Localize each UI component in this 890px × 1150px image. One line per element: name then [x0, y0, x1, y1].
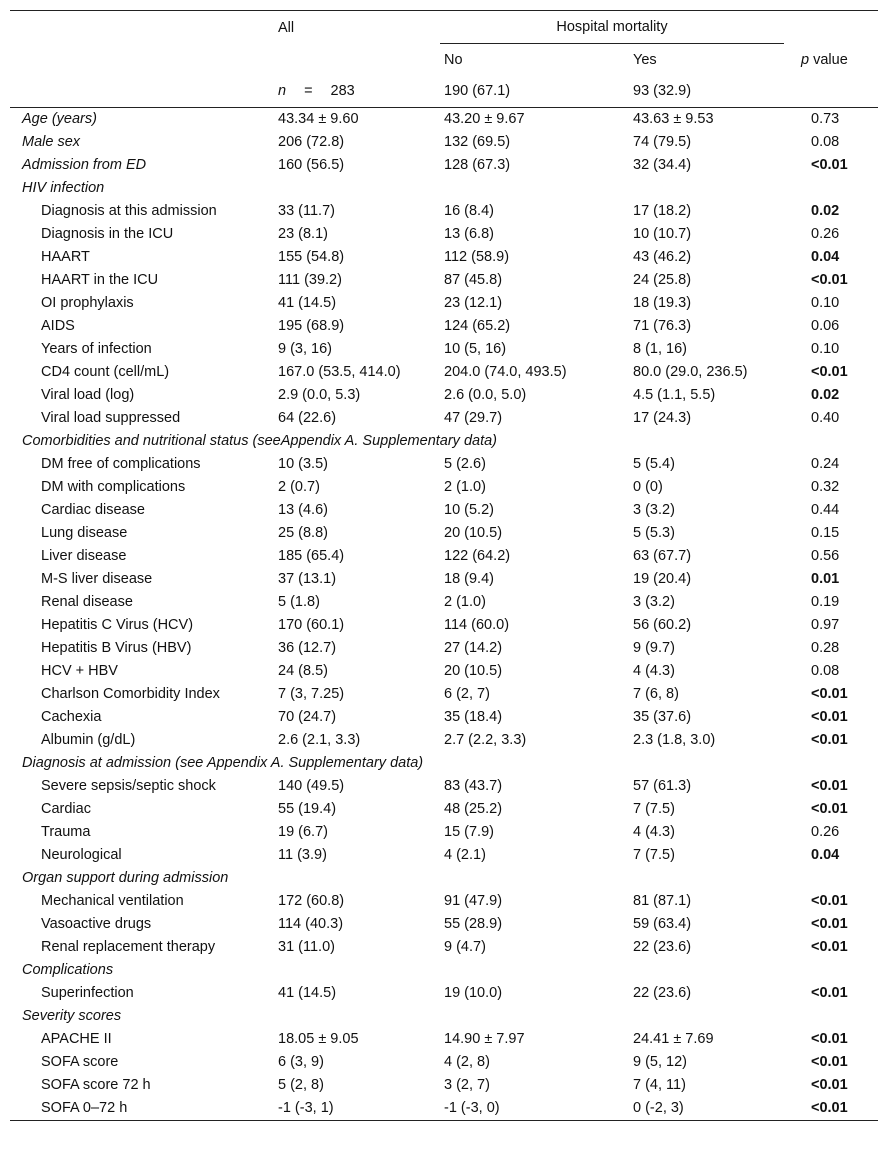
row-label: Vasoactive drugs: [41, 916, 152, 932]
cell-p-value: 0.04: [811, 249, 840, 265]
cell-no: 3 (2, 7): [444, 1077, 490, 1093]
cell-p-value: <0.01: [811, 1054, 848, 1070]
table-row: [10, 637, 878, 660]
table-row: [10, 729, 878, 752]
table-row: [10, 315, 878, 338]
cell-p-value: 0.26: [811, 226, 840, 242]
table-row: [10, 683, 878, 706]
cell-all: 170 (60.1): [278, 617, 345, 633]
cell-no: 13 (6.8): [444, 226, 494, 242]
table-row: [10, 384, 878, 407]
cell-yes: 2.3 (1.8, 3.0): [633, 732, 716, 748]
cell-all: 41 (14.5): [278, 295, 337, 311]
cell-p-value: 0.28: [811, 640, 840, 656]
cell-all: 5 (2, 8): [278, 1077, 324, 1093]
header-blank: [10, 45, 274, 76]
cell-yes: 3 (3.2): [633, 594, 675, 610]
cell-no: 10 (5, 16): [444, 341, 507, 357]
row-label: HAART in the ICU: [41, 272, 159, 288]
table-row: [10, 545, 878, 568]
cell-yes: 17 (18.2): [633, 203, 692, 219]
section-header: Organ support during admission: [22, 870, 229, 886]
table-row: [10, 706, 878, 729]
cell-p-value: 0.97: [811, 617, 840, 633]
table-row: [10, 913, 878, 936]
cell-p-value: <0.01: [811, 939, 848, 955]
cell-yes: 56 (60.2): [633, 617, 692, 633]
row-label: Diagnosis at this admission: [41, 203, 217, 219]
header-blank: [10, 76, 274, 108]
cell-all: 55 (19.4): [278, 801, 337, 817]
cell-all: 160 (56.5): [278, 157, 345, 173]
cell-yes: 35 (37.6): [633, 709, 692, 725]
section-header: HIV infection: [22, 180, 105, 196]
cell-yes: 4.5 (1.1, 5.5): [633, 387, 716, 403]
section-header: Diagnosis at admission (see Appendix A. Supplementary data): [22, 755, 424, 771]
row-label: CD4 count (cell/mL): [41, 364, 170, 380]
cell-no: 5 (2.6): [444, 456, 486, 472]
cell-p-value: <0.01: [811, 732, 848, 748]
cell-no: 14.90 ± 7.97: [444, 1031, 525, 1047]
header-p-value: [797, 45, 878, 76]
cell-p-value: 0.24: [811, 456, 840, 472]
table-row: [10, 798, 878, 821]
section-header-row: [10, 752, 878, 775]
cell-p-value: <0.01: [811, 686, 848, 702]
cell-no: 122 (64.2): [444, 548, 511, 564]
cell-p-value: <0.01: [811, 1077, 848, 1093]
header-n-yes: 93 (32.9): [629, 76, 797, 108]
cell-yes: 80.0 (29.0, 236.5): [633, 364, 748, 380]
table-row: [10, 936, 878, 959]
cell-all: 2.9 (0.0, 5.3): [278, 387, 361, 403]
cell-all: 37 (13.1): [278, 571, 337, 587]
cell-yes: 7 (7.5): [633, 847, 675, 863]
cell-no: 2.6 (0.0, 5.0): [444, 387, 527, 403]
row-label: Years of infection: [41, 341, 152, 357]
row-label: OI prophylaxis: [41, 295, 134, 311]
row-label: HCV + HBV: [41, 663, 118, 679]
header-n-all: n = 283: [274, 76, 440, 108]
cell-p-value: 0.19: [811, 594, 840, 610]
cell-all: 36 (12.7): [278, 640, 337, 656]
row-label: Viral load (log): [41, 387, 135, 403]
cell-no: 10 (5.2): [444, 502, 494, 518]
cell-no: 132 (69.5): [444, 134, 511, 150]
cell-all: 172 (60.8): [278, 893, 345, 909]
cell-yes: 43.63 ± 9.53: [633, 111, 714, 127]
table-row: [10, 614, 878, 637]
cell-yes: 22 (23.6): [633, 985, 692, 1001]
row-label: Superinfection: [41, 985, 134, 1001]
cell-no: 4 (2, 8): [444, 1054, 490, 1070]
cell-all: 9 (3, 16): [278, 341, 332, 357]
cell-no: 20 (10.5): [444, 663, 503, 679]
row-label: Cardiac: [41, 801, 91, 817]
table-header: [10, 11, 878, 108]
cell-no: 35 (18.4): [444, 709, 503, 725]
cell-yes: 7 (6, 8): [633, 686, 679, 702]
p-italic: p: [801, 52, 810, 68]
cell-p-value: 0.56: [811, 548, 840, 564]
cell-yes: 59 (63.4): [633, 916, 692, 932]
cell-p-value: <0.01: [811, 985, 848, 1001]
cell-p-value: 0.02: [811, 387, 840, 403]
hospital-mortality-label: Hospital mortality: [440, 12, 784, 44]
cell-yes: 57 (61.3): [633, 778, 692, 794]
cell-yes: 5 (5.4): [633, 456, 675, 472]
cell-yes: 4 (4.3): [633, 824, 675, 840]
cell-no: 2 (1.0): [444, 479, 486, 495]
row-label: SOFA score: [41, 1054, 119, 1070]
table-row: [10, 131, 878, 154]
cell-yes: 8 (1, 16): [633, 341, 687, 357]
section-header-row: [10, 867, 878, 890]
cell-no: 91 (47.9): [444, 893, 503, 909]
cell-no: 4 (2.1): [444, 847, 486, 863]
cell-p-value: <0.01: [811, 709, 848, 725]
cell-all: 18.05 ± 9.05: [278, 1031, 359, 1047]
cell-yes: 63 (67.7): [633, 548, 692, 564]
cell-p-value: <0.01: [811, 1031, 848, 1047]
cell-all: 25 (8.8): [278, 525, 328, 541]
cell-all: 10 (3.5): [278, 456, 328, 472]
cell-yes: 10 (10.7): [633, 226, 692, 242]
row-label: Cachexia: [41, 709, 102, 725]
row-label: Renal replacement therapy: [41, 939, 216, 955]
cell-no: 87 (45.8): [444, 272, 503, 288]
header-blank: [10, 11, 274, 46]
cell-no: 43.20 ± 9.67: [444, 111, 525, 127]
cell-p-value: <0.01: [811, 801, 848, 817]
row-label: Lung disease: [41, 525, 128, 541]
cell-yes: 7 (4, 11): [633, 1077, 686, 1093]
cell-p-value: <0.01: [811, 916, 848, 932]
cell-no: 55 (28.9): [444, 916, 503, 932]
table-row: [10, 154, 878, 177]
section-header-row: [10, 959, 878, 982]
section-header-row: [10, 430, 878, 453]
table-row: [10, 453, 878, 476]
cell-p-value: 0.10: [811, 341, 840, 357]
table-row: [10, 1051, 878, 1074]
table-row: [10, 1028, 878, 1051]
cell-yes: 74 (79.5): [633, 134, 692, 150]
results-table: [10, 10, 878, 1121]
table-row: [10, 223, 878, 246]
cell-all: 70 (24.7): [278, 709, 337, 725]
table-row: [10, 775, 878, 798]
cell-p-value: <0.01: [811, 157, 848, 173]
row-label: DM free of complications: [41, 456, 201, 472]
cell-no: 2 (1.0): [444, 594, 486, 610]
cell-no: 16 (8.4): [444, 203, 494, 219]
table-row: [10, 844, 878, 867]
cell-yes: 24.41 ± 7.69: [633, 1031, 714, 1047]
cell-all: 114 (40.3): [278, 916, 344, 932]
row-label: Renal disease: [41, 594, 133, 610]
cell-no: 9 (4.7): [444, 939, 486, 955]
row-label: AIDS: [41, 318, 75, 334]
cell-no: 15 (7.9): [444, 824, 494, 840]
cell-no: 114 (60.0): [444, 617, 510, 633]
header-blank: [274, 45, 440, 76]
header-yes: Yes: [633, 52, 657, 68]
table-row: [10, 568, 878, 591]
cell-all: 23 (8.1): [278, 226, 328, 242]
table-row: [10, 476, 878, 499]
row-label: Male sex: [22, 134, 81, 150]
cell-all: 195 (68.9): [278, 318, 345, 334]
cell-yes: 18 (19.3): [633, 295, 692, 311]
cell-yes: 17 (24.3): [633, 410, 692, 426]
table-row: [10, 1074, 878, 1097]
table-row: [10, 890, 878, 913]
cell-no: 23 (12.1): [444, 295, 503, 311]
cell-p-value: <0.01: [811, 272, 848, 288]
row-label: DM with complications: [41, 479, 186, 495]
n-all-value: 283: [330, 83, 355, 99]
cell-all: 185 (65.4): [278, 548, 345, 564]
cell-all: 7 (3, 7.25): [278, 686, 345, 702]
table-row: [10, 821, 878, 844]
section-header-row: [10, 1005, 878, 1028]
table-container: [10, 10, 878, 1121]
table-row: [10, 522, 878, 545]
row-label: Trauma: [41, 824, 91, 840]
table-row: [10, 361, 878, 384]
header-all: All: [274, 11, 440, 46]
section-header: Comorbidities and nutritional status (seeAppendix A. Supplementary data): [22, 433, 498, 449]
header-hospital-mortality: [440, 11, 797, 46]
cell-no: 128 (67.3): [444, 157, 511, 173]
cell-all: 5 (1.8): [278, 594, 320, 610]
cell-p-value: <0.01: [811, 364, 848, 380]
cell-no: 19 (10.0): [444, 985, 503, 1001]
cell-yes: 43 (46.2): [633, 249, 692, 265]
cell-p-value: 0.15: [811, 525, 840, 541]
table-row: [10, 292, 878, 315]
cell-all: 13 (4.6): [278, 502, 328, 518]
table-row: [10, 591, 878, 614]
cell-all: 19 (6.7): [278, 824, 328, 840]
cell-yes: 81 (87.1): [633, 893, 692, 909]
row-label: Age (years): [22, 111, 97, 127]
row-label: Diagnosis in the ICU: [41, 226, 174, 242]
cell-all: 111 (39.2): [278, 272, 342, 288]
cell-no: 112 (58.9): [444, 249, 510, 265]
cell-all: 41 (14.5): [278, 985, 337, 1001]
row-label: APACHE II: [41, 1031, 112, 1047]
header-no: No: [444, 52, 463, 68]
header-n-no: 190 (67.1): [440, 76, 629, 108]
cell-yes: 0 (-2, 3): [629, 1097, 797, 1121]
table-row: [10, 407, 878, 430]
row-label: Mechanical ventilation: [41, 893, 184, 909]
cell-all: 155 (54.8): [278, 249, 345, 265]
cell-all: 2 (0.7): [278, 479, 320, 495]
row-label: Viral load suppressed: [41, 410, 181, 426]
cell-p-value: 0.08: [811, 663, 840, 679]
table-row: [10, 982, 878, 1005]
cell-p-value: 0.10: [811, 295, 840, 311]
cell-no: 20 (10.5): [444, 525, 503, 541]
cell-no: 48 (25.2): [444, 801, 503, 817]
cell-no: 47 (29.7): [444, 410, 503, 426]
cell-no: 204.0 (74.0, 493.5): [444, 364, 567, 380]
row-label: M-S liver disease: [41, 571, 153, 587]
cell-p-value: 0.44: [811, 502, 840, 518]
cell-all: 6 (3, 9): [278, 1054, 324, 1070]
cell-all: 206 (72.8): [278, 134, 345, 150]
cell-all: 11 (3.9): [278, 847, 327, 863]
cell-p-value: 0.06: [811, 318, 840, 334]
cell-no: 27 (14.2): [444, 640, 503, 656]
row-label: Hepatitis B Virus (HBV): [41, 640, 192, 656]
cell-p-value: <0.01: [811, 778, 848, 794]
cell-no: -1 (-3, 0): [440, 1097, 629, 1121]
row-label: Neurological: [41, 847, 122, 863]
cell-yes: 7 (7.5): [633, 801, 675, 817]
cell-p-value: 0.26: [811, 824, 840, 840]
table-row: [10, 1097, 878, 1121]
row-label: SOFA 0–72 h: [10, 1097, 274, 1121]
n-label: n: [278, 83, 287, 99]
cell-p-value: 0.32: [811, 479, 840, 495]
cell-all: 167.0 (53.5, 414.0): [278, 364, 401, 380]
table-row: [10, 499, 878, 522]
table-row: [10, 200, 878, 223]
row-label: Severe sepsis/septic shock: [41, 778, 216, 794]
cell-yes: 24 (25.8): [633, 272, 692, 288]
cell-no: 124 (65.2): [444, 318, 511, 334]
cell-no: 83 (43.7): [444, 778, 503, 794]
cell-p-value: 0.08: [811, 134, 840, 150]
table-body: [10, 108, 878, 1121]
row-label: Admission from ED: [22, 157, 147, 173]
header-blank-p: [797, 11, 878, 46]
row-label: Cardiac disease: [41, 502, 145, 518]
cell-yes: 9 (5, 12): [633, 1054, 687, 1070]
cell-all: 31 (11.0): [278, 939, 335, 955]
cell-yes: 5 (5.3): [633, 525, 675, 541]
table-row: [10, 660, 878, 683]
row-label: HAART: [41, 249, 90, 265]
cell-yes: 32 (34.4): [633, 157, 692, 173]
cell-all: 2.6 (2.1, 3.3): [278, 732, 361, 748]
cell-all: 64 (22.6): [278, 410, 337, 426]
cell-no: 6 (2, 7): [444, 686, 490, 702]
table-row: [10, 108, 878, 132]
cell-p-value: 0.40: [811, 410, 840, 426]
cell-all: 24 (8.5): [278, 663, 328, 679]
section-header: Complications: [22, 962, 114, 978]
cell-yes: 3 (3.2): [633, 502, 675, 518]
cell-no: 2.7 (2.2, 3.3): [444, 732, 527, 748]
cell-yes: 22 (23.6): [633, 939, 692, 955]
cell-all: 140 (49.5): [278, 778, 345, 794]
row-label: SOFA score 72 h: [41, 1077, 151, 1093]
cell-yes: 0 (0): [633, 479, 663, 495]
row-label: Albumin (g/dL): [41, 732, 136, 748]
cell-yes: 19 (20.4): [633, 571, 692, 587]
cell-all: -1 (-3, 1): [274, 1097, 440, 1121]
header-blank: [797, 76, 878, 108]
cell-yes: 9 (9.7): [633, 640, 675, 656]
cell-no: 18 (9.4): [444, 571, 494, 587]
row-label: Liver disease: [41, 548, 127, 564]
table-row: [10, 269, 878, 292]
cell-p-value: 0.01: [811, 571, 840, 587]
cell-all: 43.34 ± 9.60: [278, 111, 359, 127]
row-label: Charlson Comorbidity Index: [41, 686, 220, 702]
p-rest: value: [809, 52, 848, 68]
cell-all: 33 (11.7): [278, 203, 335, 219]
cell-yes: 71 (76.3): [633, 318, 692, 334]
row-label: Hepatitis C Virus (HCV): [41, 617, 194, 633]
cell-p-value: 0.73: [811, 111, 840, 127]
cell-yes: 4 (4.3): [633, 663, 675, 679]
cell-p-value: <0.01: [811, 893, 848, 909]
cell-p-value: 0.04: [811, 847, 840, 863]
cell-p-value: 0.02: [811, 203, 840, 219]
section-header: Severity scores: [22, 1008, 122, 1024]
table-row: [10, 246, 878, 269]
section-header-row: [10, 177, 878, 200]
table-row: [10, 338, 878, 361]
cell-p-value: <0.01: [797, 1097, 878, 1121]
